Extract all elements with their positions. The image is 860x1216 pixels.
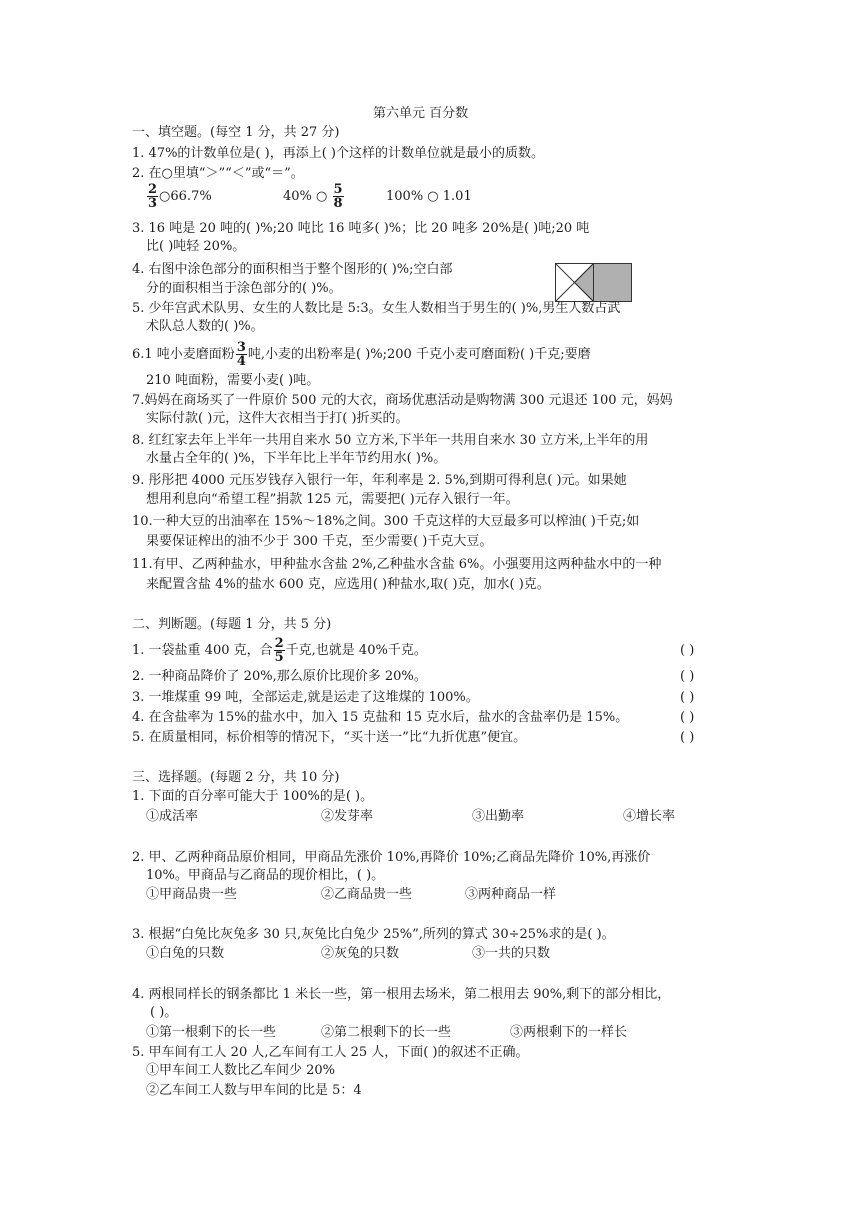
choice-4-line-2: ( )。 (150, 1005, 178, 1020)
fraction-3-4: $\frac{3}{4}$ (236, 340, 246, 369)
choice-4-option-1[interactable]: ①第一根剩下的长一些 (146, 1025, 277, 1040)
question-5-line-2: 术队总人数的( )%。 (146, 319, 264, 334)
question-6-line-2: 210 吨面粉，需要小麦( )吨。 (146, 373, 320, 388)
question-6-line-1: 6.1 吨小麦磨面粉 $\frac{3}{4}$ 吨,小麦的出粉率是( )%;200 千克小麦可磨面粉( )千克;要磨 (132, 340, 591, 369)
question-10-line-1: 10.一种大豆的出油率在 15%～18%之间。300 千克这样的大豆最多可以榨油( )千克;如 (132, 514, 640, 529)
question-9-line-1: 9. 彤彤把 4000 元压岁钱存入银行一年，年利率是 2. 5%,到期可得利息( )元。如果她 (132, 473, 627, 488)
fraction-2-3: $\frac{2}{3}$ (148, 182, 158, 211)
page-title: 第六单元 百分数 (373, 106, 469, 121)
judge-1: 1. 一袋盐重 400 克，合 $\frac{2}{5}$ 千克,也就是 40%千克。 (132, 636, 427, 665)
question-3-line-2: 比( )吨轻 20%。 (146, 239, 246, 254)
choice-3-option-3[interactable]: ③一共的只数 (472, 946, 551, 961)
choice-1: 1. 下面的百分率可能大于 100%的是( )。 (132, 789, 374, 804)
judge-5: 5. 在质量相同，标价相等的情况下，“买十送一”比“九折优惠”便宜。 (132, 730, 527, 745)
choice-4-option-2[interactable]: ②第二根剩下的长一些 (321, 1025, 452, 1040)
choice-4-line-1: 4. 两根同样长的钢条都比 1 米长一些，第一根用去场米，第二根用去 90%,剩下的部分相比， (132, 987, 671, 1002)
question-3-line-1: 3. 16 吨是 20 吨的( )%;20 吨比 16 吨多( )%；比 20 吨多 20%是( )吨;20 吨 (132, 221, 590, 236)
answer-paren[interactable]: ( ) (680, 643, 695, 658)
question-2: 2. 在○里填“＞”“＜”或“＝”。 (132, 166, 304, 181)
choice-1-option-1[interactable]: ①成活率 (146, 809, 199, 824)
choice-2-line-2: 10%。甲商品与乙商品的现价相比，( )。 (146, 868, 385, 883)
choice-1-option-3[interactable]: ③出勤率 (472, 809, 525, 824)
answer-paren[interactable]: ( ) (680, 730, 695, 745)
question-2-items (146, 182, 212, 212)
question-9-line-2: 想用利息向“希望工程”捐款 125 元，需要把( )元存入银行一年。 (146, 492, 519, 507)
question-4-line-1: 4. 右图中涂色部分的面积相当于整个图形的( )%;空白部 (132, 262, 453, 277)
question-1: 1. 47%的计数单位是( )，再添上( )个这样的计数单位就是最小的质数。 (132, 146, 544, 161)
fraction-2-5: $\frac{2}{5}$ (274, 636, 284, 665)
question-4-line-2: 分的面积相当于涂色部分的( )%。 (146, 281, 342, 296)
question-7-line-2: 实际付款( )元，这件大衣相当于打( )折买的。 (146, 411, 409, 426)
compare-a: ○66.7% (159, 189, 212, 204)
choice-4-option-3[interactable]: ③两根剩下的一样长 (510, 1025, 628, 1040)
choice-2-option-2[interactable]: ②乙商品贵一些 (321, 887, 413, 902)
judge-3: 3. 一堆煤重 99 吨，全部运走,就是运走了这堆煤的 100%。 (132, 690, 479, 705)
section3-heading: 三、选择题。(每题 2 分，共 10 分) (132, 770, 340, 785)
question-10-line-2: 果要保证榨出的油不少于 300 千克，至少需要( )千克大豆。 (146, 534, 493, 549)
choice-1-option-4[interactable]: ④增长率 (623, 809, 676, 824)
section1-heading: 一、填空题。(每空 1 分，共 27 分) (132, 125, 340, 140)
question-8-line-1: 8. 红红家去年上半年一共用自来水 50 立方米,下半年一共用自来水 30 立方米,上半年的用 (132, 433, 649, 448)
choice-2-option-3[interactable]: ③两种商品一样 (465, 887, 557, 902)
question-11-line-1: 11.有甲、乙两种盐水，甲种盐水含盐 2%,乙种盐水含盐 6%。小强要用这两种盐水中的一种 (132, 557, 662, 572)
section2-heading: 二、判断题。(每题 1 分，共 5 分) (132, 617, 332, 632)
choice-2-option-1[interactable]: ①甲商品贵一些 (146, 887, 238, 902)
choice-2-line-1: 2. 甲、乙两种商品原价相同，甲商品先涨价 10%,再降价 10%;乙商品先降价 10%,再涨价 (132, 850, 651, 865)
choice-3-option-2[interactable]: ②灰兔的只数 (321, 946, 400, 961)
question-8-line-2: 水量占全年的( )%，下半年比上半年节约用水( )%。 (146, 451, 447, 466)
choice-3-option-1[interactable]: ①白兔的只数 (146, 946, 225, 961)
answer-paren[interactable]: ( ) (680, 690, 695, 705)
choice-5: 5. 甲车间有工人 20 人,乙车间有工人 25 人，下面( )的叙述不正确。 (132, 1045, 529, 1060)
question-2-item-b: 40% ○ $\frac{5}{8}$ (283, 182, 343, 211)
question-11-line-2: 来配置含盐 4%的盐水 600 克，应选用( )种盐水,取( )克，加水( )克。 (146, 577, 550, 592)
choice-3: 3. 根据“白兔比灰兔多 30 只,灰兔比白兔少 25%”,所列的算式 30÷25%求的是( )。 (132, 927, 615, 942)
shaded-square (594, 264, 632, 302)
choice-1-option-2[interactable]: ②发芽率 (321, 809, 374, 824)
fraction-5-8: $\frac{5}{8}$ (333, 182, 343, 211)
choice-5-option-1[interactable]: ①甲车间工人数比乙车间少 20% (146, 1063, 336, 1078)
answer-paren[interactable]: ( ) (680, 710, 695, 725)
choice-5-option-2[interactable]: ②乙车间工人数与甲车间的比是 5：4 (146, 1083, 362, 1098)
shaded-figure (555, 263, 633, 303)
answer-paren[interactable]: ( ) (680, 669, 695, 684)
question-2-item-c: 100% ○ 1.01 (386, 189, 472, 204)
judge-2: 2. 一种商品降价了 20%,那么原价比现价多 20%。 (132, 669, 427, 684)
question-7-line-1: 7.妈妈在商场买了一件原价 500 元的大衣，商场优惠活动是购物满 300 元退还 100 元，妈妈 (132, 393, 673, 408)
judge-4: 4. 在含盐率为 15%的盐水中，加入 15 克盐和 15 克水后，盐水的含盐率仍是 15%。 (132, 710, 629, 725)
question-5-line-1: 5. 少年宫武术队男、女生的人数比是 5:3。女生人数相当于男生的( )%,男生人数占武 (132, 301, 621, 316)
